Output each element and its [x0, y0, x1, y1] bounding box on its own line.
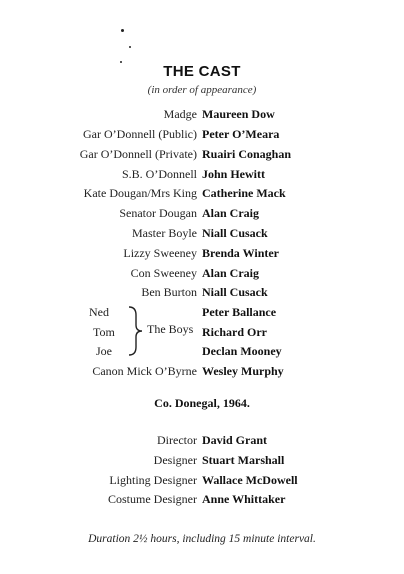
cast-actor: Catherine Mack	[202, 186, 286, 200]
cast-actor: John Hewitt	[202, 167, 265, 181]
cast-actor: Richard Orr	[202, 325, 267, 339]
cast-actor: Ruairi Conaghan	[202, 147, 292, 161]
cast-actor: Brenda Winter	[202, 246, 280, 260]
print-speck	[129, 46, 131, 48]
boy-role: Tom	[93, 325, 115, 339]
cast-actor: Alan Craig	[202, 266, 259, 280]
page-title: THE CAST	[163, 63, 241, 80]
cast-actor: Peter O’Meara	[202, 127, 280, 141]
boy-role: Ned	[89, 305, 109, 319]
cast-role: Gar O’Donnell (Private)	[79, 147, 197, 161]
crew-role: Director	[157, 433, 197, 447]
crew-role: Designer	[153, 453, 197, 467]
crew-role: Costume Designer	[108, 492, 197, 506]
cast-role: Senator Dougan	[119, 206, 197, 220]
cast-role: Kate Dougan/Mrs King	[83, 186, 197, 200]
cast-role: Lizzy Sweeney	[123, 246, 197, 260]
cast-role: Canon Mick O’Byrne	[92, 364, 197, 378]
cast-role: Con Sweeney	[130, 266, 197, 280]
cast-role: Ben Burton	[141, 285, 197, 299]
cast-role: S.B. O’Donnell	[122, 167, 197, 181]
cast-actor: Wesley Murphy	[202, 364, 284, 378]
crew-name: Stuart Marshall	[202, 453, 285, 467]
crew-name: David Grant	[202, 433, 268, 447]
cast-actor: Niall Cusack	[202, 226, 268, 240]
cast-actor: Declan Mooney	[202, 344, 282, 358]
print-speck	[121, 29, 124, 32]
cast-actor: Peter Ballance	[202, 305, 277, 319]
crew-role: Lighting Designer	[109, 473, 197, 487]
cast-actor: Niall Cusack	[202, 285, 268, 299]
setting-heading: Co. Donegal, 1964.	[154, 396, 250, 410]
the-boys-label: The Boys	[147, 322, 194, 336]
cast-actor: Alan Craig	[202, 206, 259, 220]
duration-note: Duration 2½ hours, including 15 minute interval.	[88, 533, 316, 545]
cast-role: Gar O’Donnell (Public)	[83, 127, 197, 141]
boy-role: Joe	[96, 344, 112, 358]
cast-actor: Maureen Dow	[202, 107, 275, 121]
cast-role: Madge	[163, 107, 197, 121]
crew-name: Anne Whittaker	[202, 492, 286, 506]
page-subtitle: (in order of appearance)	[147, 84, 257, 96]
brace-icon	[126, 305, 146, 357]
crew-name: Wallace McDowell	[202, 473, 298, 487]
cast-role: Master Boyle	[132, 226, 197, 240]
